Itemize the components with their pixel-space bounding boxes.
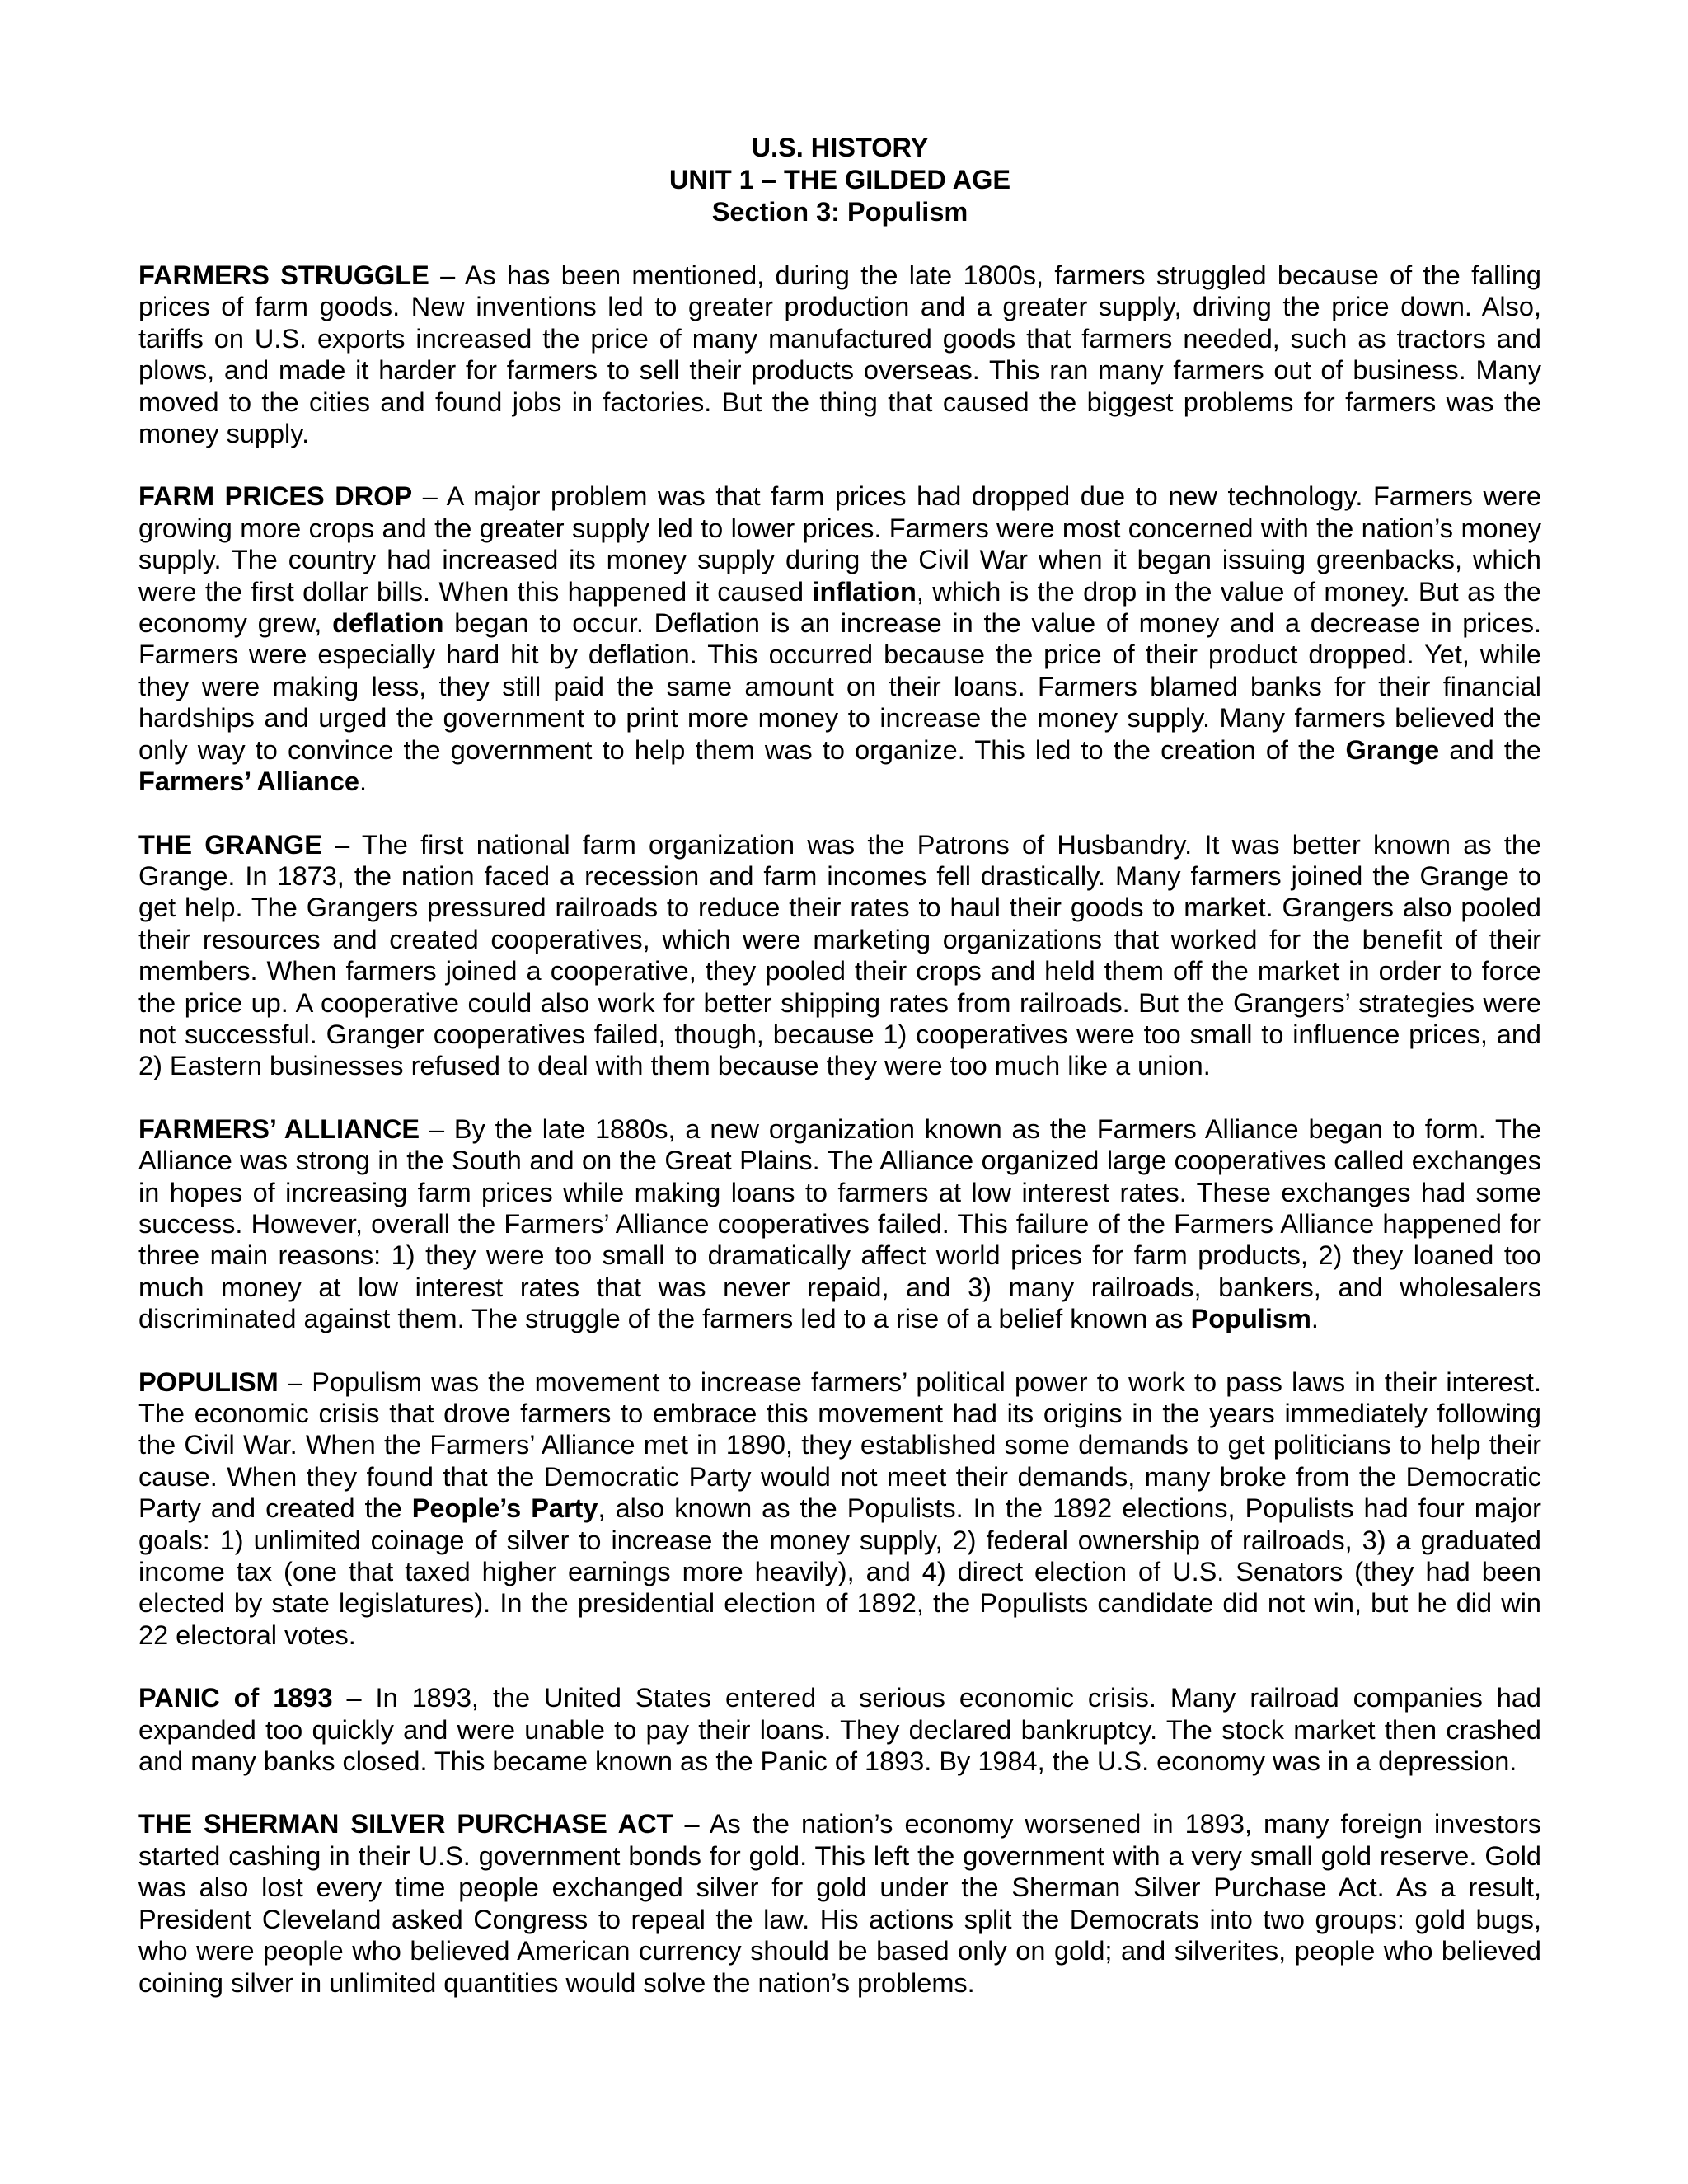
text-farm-prices-drop-3: began to occur. Deflation is an increase in the value of money and a decrease in prices. Farmers were especially hard hit by deflation. This occurred because the price of their product dropped. Yet, while they were making less, they still paid the same amount on their loans. Farmers blamed banks for their financial hardships and urged the government to print more money to increase the money supply. Many farmers believed the only way to convince the government to help them was to organize. This led to the creation of the [138,608,1541,765]
text-farm-prices-drop-4: and the [1439,734,1541,765]
term-populism: Populism [1190,1304,1311,1334]
document-header [138,132,1541,228]
term-inflation: inflation [812,576,917,607]
heading-farm-prices-drop: FARM PRICES DROP [138,481,413,512]
term-grange: Grange [1345,734,1440,765]
heading-panic-1893: PANIC of 1893 [138,1683,333,1713]
paragraph-farmers-alliance [138,1113,1541,1335]
course-title: U.S. HISTORY [751,133,929,162]
paragraph-panic-1893 [138,1682,1541,1777]
term-farmers-alliance: Farmers’ Alliance [138,766,359,797]
paragraph-populism [138,1366,1541,1652]
text-farmers-alliance-1: – By the late 1880s, a new organization known as the Farmers Alliance began to form. The Alliance was strong in the South and on the Great Plains. The Alliance organized large cooperatives called exchanges in hopes of increasing farm prices while making loans to farmers at low interest rates. These exchanges had some success. However, overall the Farmers’ Alliance cooperatives failed. This failure of the Farmers Alliance happened for three main reasons: 1) they were too small to dramatically affect world prices for farm products, 2) they loaned too much money at low interest rates that was never repaid, and 3) many railroads, bankers, and wholesalers discriminated against them. The struggle of the farmers led to a rise of a belief known as [138,1113,1541,1334]
paragraph-sherman-act [138,1808,1541,1998]
heading-farmers-struggle: FARMERS STRUGGLE [138,260,429,290]
heading-farmers-alliance: FARMERS’ ALLIANCE [138,1113,420,1144]
text-farm-prices-drop-5: . [359,766,367,797]
section-title: Section 3: Populism [711,197,968,227]
term-deflation: deflation [332,608,444,639]
text-panic-1893: – In 1893, the United States entered a serious economic crisis. Many railroad companies had expanded too quickly and were unable to pay their loans. They declared bankruptcy. The stock market then crashed and many banks closed. This became known as the Panic of 1893. By 1984, the U.S. economy was in a depression. [138,1683,1541,1777]
heading-the-grange: THE GRANGE [138,829,322,860]
text-farmers-alliance-2: . [1311,1304,1319,1334]
paragraph-farm-prices-drop [138,480,1541,797]
text-populism-1: – Populism was the movement to increase farmers’ political power to work to pass laws in their interest. The economic crisis that drove farmers to embrace this movement had its origins in the years immediately following the Civil War. When the Farmers’ Alliance met in 1890, they established some demands to get politicians to help their cause. When they found that the Democratic Party would not meet their demands, many broke from the Democratic Party and created the [138,1366,1541,1524]
heading-sherman-act: THE SHERMAN SILVER PURCHASE ACT [138,1809,673,1840]
paragraph-farmers-struggle [138,260,1541,449]
unit-title: UNIT 1 – THE GILDED AGE [668,165,1011,194]
text-populism-2: , also known as the Populists. In the 1892 elections, Populists had four major goals: 1) unlimited coinage of silver to increase the money supply, 2) federal ownership of railroads, 3) a graduated income tax (one that taxed higher earnings more heavily), and 4) direct election of U.S. Senators (they had been elected by state legislatures). In the presidential election of 1892, the Populists candidate did not win, but he did win 22 electoral votes. [138,1493,1541,1650]
text-sherman-act: – As the nation’s economy worsened in 1893, many foreign investors started cashing in their U.S. government bonds for gold. This left the government with a very small gold reserve. Gold was also lost every time people exchanged silver for gold under the Sherman Silver Purchase Act. As a result, President Cleveland asked Congress to repeal the law. His actions split the Democrats into two groups: gold bugs, who were people who believed American currency should be based only on gold; and silverites, people who believed coining silver in unlimited quantities would solve the nation’s problems. [138,1809,1541,1998]
text-farm-prices-drop-2: , which is the drop in the value of money. But as the economy grew, [138,576,1541,639]
heading-populism: POPULISM [138,1366,279,1397]
text-farmers-struggle: – As has been mentioned, during the late 1800s, farmers struggled because of the falling prices of farm goods. New inventions led to greater production and a greater supply, driving the price down. Also, tariffs on U.S. exports increased the price of many manufactured goods that farmers needed, such as tractors and plows, and made it harder for farmers to sell their products overseas. This ran many farmers out of business. Many moved to the cities and found jobs in factories. But the thing that caused the biggest problems for farmers was the money supply. [138,260,1541,449]
paragraph-the-grange [138,829,1541,1082]
term-peoples-party: People’s Party [411,1493,598,1524]
document-page [138,132,1541,2030]
text-the-grange: – The first national farm organization was the Patrons of Husbandry. It was better known as the Grange. In 1873, the nation faced a recession and farm incomes fell drastically. Many farmers joined the Grange to get help. The Grangers pressured railroads to reduce their rates to haul their goods to market. Grangers also pooled their resources and created cooperatives, which were marketing organizations that worked for the benefit of their members. When farmers joined a cooperative, they pooled their crops and held them off the market in order to force the price up. A cooperative could also work for better shipping rates from railroads. But the Grangers’ strategies were not successful. Granger cooperatives failed, though, because 1) cooperatives were too small to influence prices, and 2) Eastern businesses refused to deal with them because they were too much like a union. [138,829,1541,1081]
text-farm-prices-drop-1: – A major problem was that farm prices had dropped due to new technology. Farmers were growing more crops and the greater supply led to lower prices. Farmers were most concerned with the nation’s money supply. The country had increased its money supply during the Civil War when it began issuing greenbacks, which were the first dollar bills. When this happened it caused [138,481,1541,607]
